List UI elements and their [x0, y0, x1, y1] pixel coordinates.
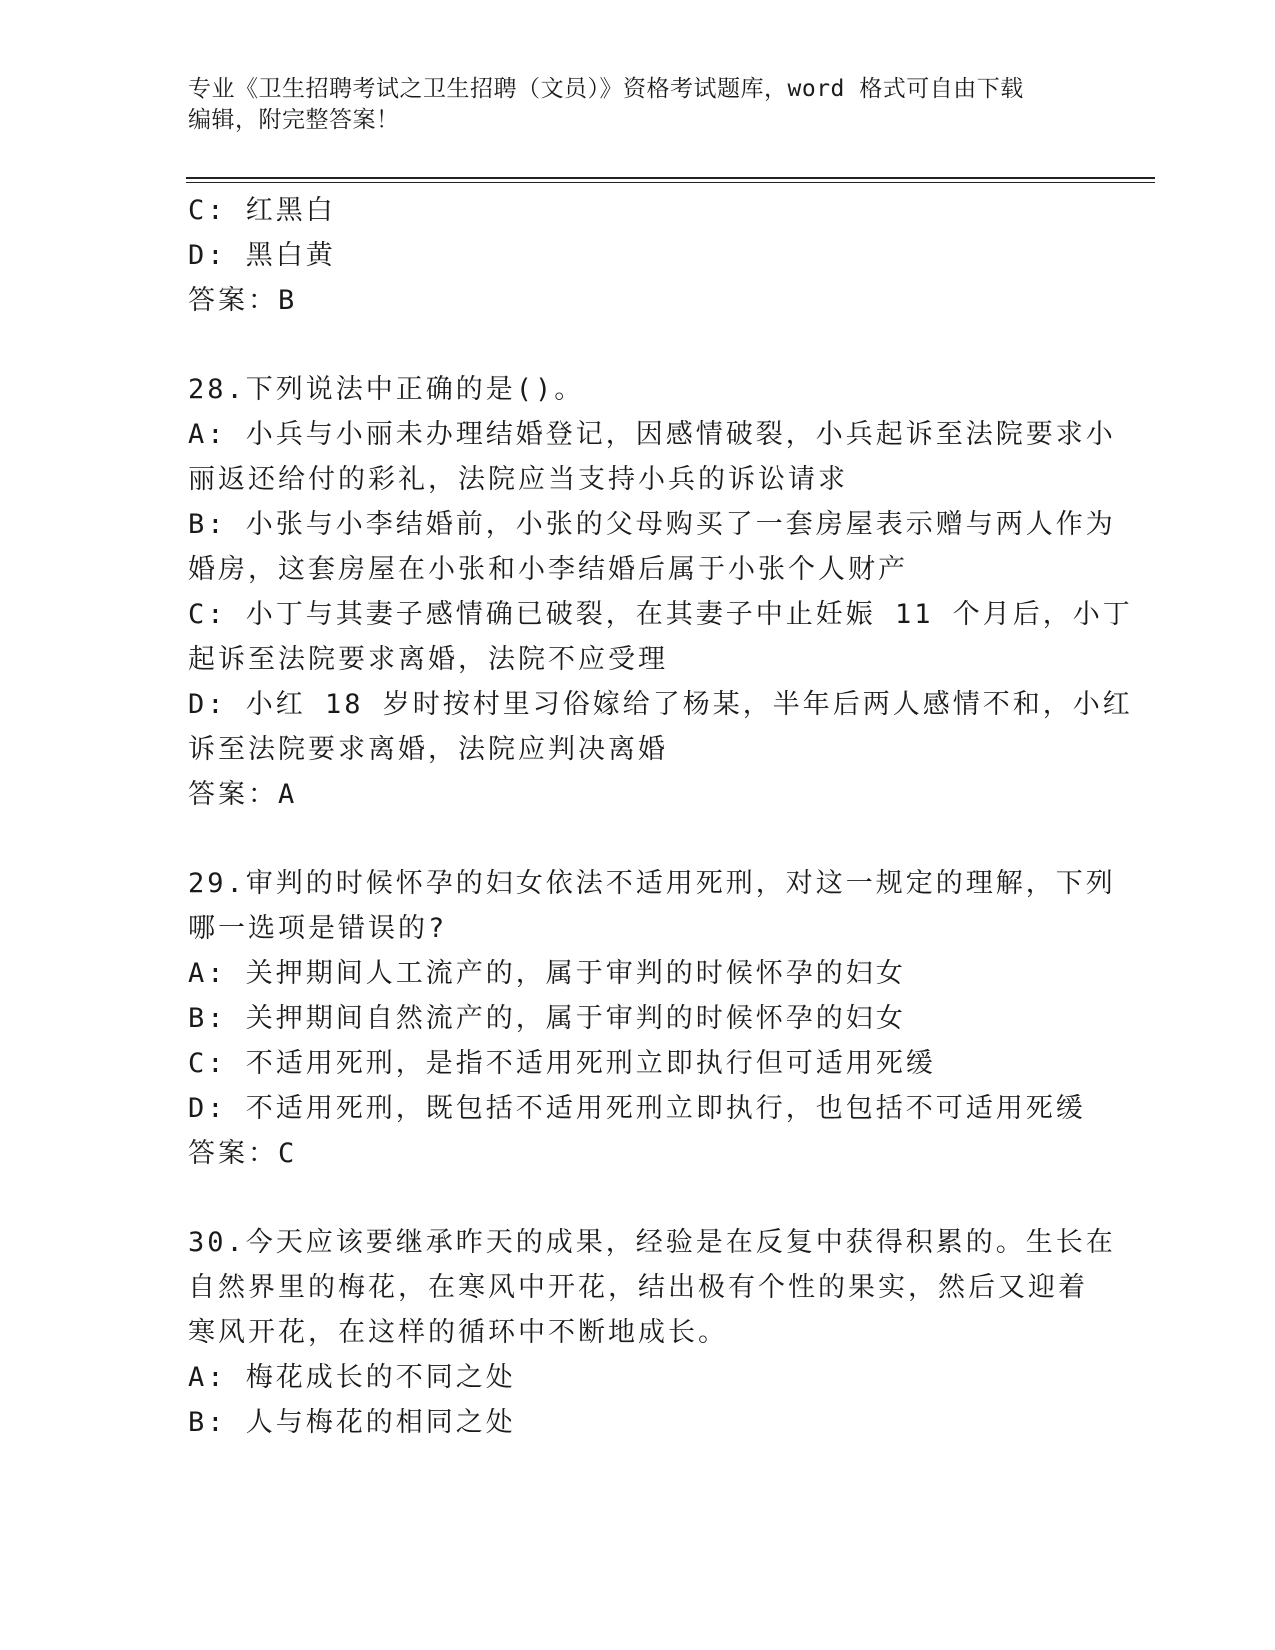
- header-line-2: 编辑，附完整答案！: [188, 107, 400, 133]
- question-27-tail: [188, 188, 1088, 323]
- question-stem-cont: 哪一选项是错误的?: [188, 913, 448, 944]
- question-stem: 29.审判的时候怀孕的妇女依法不适用死刑，对这一规定的理解，下列: [188, 868, 1116, 899]
- option-c: C: 小丁与其妻子感情确已破裂，在其妻子中止妊娠 11 个月后，小丁: [188, 599, 1133, 630]
- option-d: D: 不适用死刑，既包括不适用死刑立即执行，也包括不可适用死缓: [188, 1093, 1086, 1124]
- question-stem-cont: 自然界里的梅花，在寒风中开花，结出极有个性的果实，然后又迎着: [188, 1272, 1088, 1303]
- answer: 答案：A: [188, 779, 298, 810]
- question-list: [188, 188, 1133, 1445]
- answer: 答案：C: [188, 1138, 298, 1169]
- option-b-cont: 婚房，这套房屋在小张和小李结婚后属于小张个人财产: [188, 554, 908, 585]
- option-d-cont: 诉至法院要求离婚，法院应判决离婚: [188, 734, 668, 765]
- option-d: D: 小红 18 岁时按村里习俗嫁给了杨某，半年后两人感情不和，小红: [188, 689, 1133, 720]
- header-line-1: 专业《卫生招聘考试之卫生招聘（文员）》资格考试题库，word 格式可自由下载: [188, 76, 1024, 102]
- option-b: B: 人与梅花的相同之处: [188, 1407, 516, 1438]
- question-spacer: [188, 323, 1088, 367]
- option-b: B: 小张与小李结婚前，小张的父母购买了一套房屋表示赠与两人作为: [188, 509, 1116, 540]
- option-c: C: 不适用死刑，是指不适用死刑立即执行但可适用死缓: [188, 1048, 936, 1079]
- question-28: [188, 367, 1133, 817]
- header-rule-thin: [186, 182, 1155, 183]
- option-a: A: 梅花成长的不同之处: [188, 1362, 516, 1393]
- question-spacer: [188, 817, 1088, 861]
- option-a: A: 小兵与小丽未办理结婚登记，因感情破裂，小兵起诉至法院要求小: [188, 419, 1116, 450]
- answer: 答案：B: [188, 285, 298, 316]
- option-a-cont: 丽返还给付的彩礼，法院应当支持小兵的诉讼请求: [188, 464, 848, 495]
- option-c-cont: 起诉至法院要求离婚，法院不应受理: [188, 644, 668, 675]
- option-d: D: 黑白黄: [188, 240, 336, 271]
- header-rule-thick: [186, 177, 1155, 179]
- question-stem: 30.今天应该要继承昨天的成果，经验是在反复中获得积累的。生长在: [188, 1227, 1116, 1258]
- option-c: C: 红黑白: [188, 195, 336, 226]
- option-b: B: 关押期间自然流产的，属于审判的时候怀孕的妇女: [188, 1003, 906, 1034]
- question-stem: 28.下列说法中正确的是()。: [188, 374, 585, 405]
- question-stem-cont: 寒风开花，在这样的循环中不断地成长。: [188, 1317, 728, 1348]
- option-a: A: 关押期间人工流产的，属于审判的时候怀孕的妇女: [188, 958, 906, 989]
- question-29: [188, 861, 1116, 1176]
- question-30: [188, 1220, 1116, 1445]
- question-spacer: [188, 1176, 1088, 1220]
- page-header: [188, 74, 1088, 136]
